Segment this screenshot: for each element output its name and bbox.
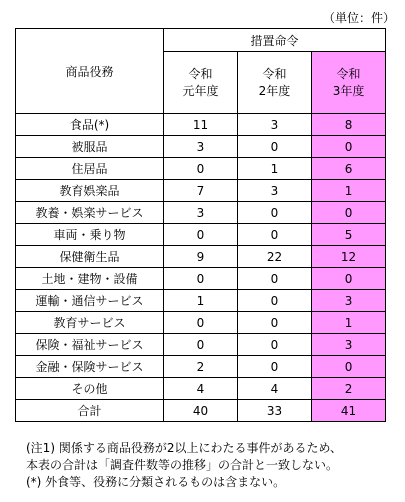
value-cell: 4 [164,378,238,400]
table-row [16,158,386,180]
value-cell: 3 [312,334,386,356]
year-header-r3 [312,52,386,114]
value-cell: 0 [164,334,238,356]
category-label: 金融・保険サービス [16,356,164,378]
value-cell: 3 [238,114,312,136]
value-cell: 0 [164,268,238,290]
value-cell: 8 [312,114,386,136]
value-cell: 22 [238,246,312,268]
value-cell: 0 [238,356,312,378]
value-cell: 0 [312,268,386,290]
category-column-header: 商品役務 [16,29,164,114]
table-row [16,268,386,290]
year-header-line1: 令和 [336,66,361,81]
value-cell: 6 [312,158,386,180]
value-cell: 4 [238,378,312,400]
category-label: その他 [16,378,164,400]
value-cell: 0 [238,202,312,224]
category-label: 食品(*) [16,114,164,136]
year-header-line2: 元年度 [182,83,219,98]
table-row [16,312,386,334]
value-cell: 1 [312,180,386,202]
year-header-line1: 令和 [262,66,287,81]
total-label: 合計 [16,400,164,422]
total-value-cell: 33 [238,400,312,422]
value-cell: 7 [164,180,238,202]
total-value-cell: 40 [164,400,238,422]
category-label: 土地・建物・設備 [16,268,164,290]
year-header-line1: 令和 [188,66,213,81]
table-row [16,378,386,400]
year-header-r2 [238,52,312,114]
value-cell: 0 [312,202,386,224]
value-cell: 1 [164,290,238,312]
value-cell: 12 [312,246,386,268]
notes [26,440,405,491]
category-label: 教育娯楽品 [16,180,164,202]
table-row [16,136,386,158]
value-cell: 2 [164,356,238,378]
category-label: 教育サービス [16,312,164,334]
value-cell: 0 [238,224,312,246]
value-cell: 0 [164,224,238,246]
year-header-r1 [164,52,238,114]
unit-label: （単位：件） [322,11,395,25]
year-header-line2: 3年度 [332,83,365,98]
measures-table [15,28,386,422]
value-cell: 5 [312,224,386,246]
value-cell: 3 [312,290,386,312]
value-cell: 1 [238,158,312,180]
value-cell: 0 [238,290,312,312]
value-cell: 0 [312,356,386,378]
category-label: 被服品 [16,136,164,158]
measures-group-header: 措置命令 [164,29,386,52]
table-row [16,356,386,378]
value-cell: 11 [164,114,238,136]
value-cell: 3 [164,202,238,224]
note-line: (注1) 関係する商品役務が2以上にわたる事件があるため、 [26,441,342,455]
table-body [16,114,386,422]
table-row [16,202,386,224]
category-label: 住居品 [16,158,164,180]
value-cell: 3 [238,180,312,202]
value-cell: 9 [164,246,238,268]
total-value-cell: 41 [312,400,386,422]
note-line: 本表の合計は「調査件数等の推移」の合計と一致しない。 [26,458,339,472]
year-header-line2: 2年度 [258,83,291,98]
value-cell: 0 [164,312,238,334]
category-label: 保健衛生品 [16,246,164,268]
table-row [16,334,386,356]
category-label: 車両・乗り物 [16,224,164,246]
table-row [16,290,386,312]
value-cell: 0 [312,136,386,158]
value-cell: 0 [164,158,238,180]
value-cell: 1 [312,312,386,334]
value-cell: 0 [238,136,312,158]
category-label: 教養・娯楽サービス [16,202,164,224]
table-row [16,114,386,136]
table-row [16,246,386,268]
value-cell: 2 [312,378,386,400]
total-row [16,400,386,422]
value-cell: 0 [238,334,312,356]
table-row [16,180,386,202]
value-cell: 0 [238,268,312,290]
value-cell: 0 [238,312,312,334]
table-row [16,224,386,246]
category-label: 保険・福祉サービス [16,334,164,356]
category-label: 運輸・通信サービス [16,290,164,312]
value-cell: 3 [164,136,238,158]
note-line: (*) 外食等、役務に分類されるものは含まない。 [26,475,286,489]
